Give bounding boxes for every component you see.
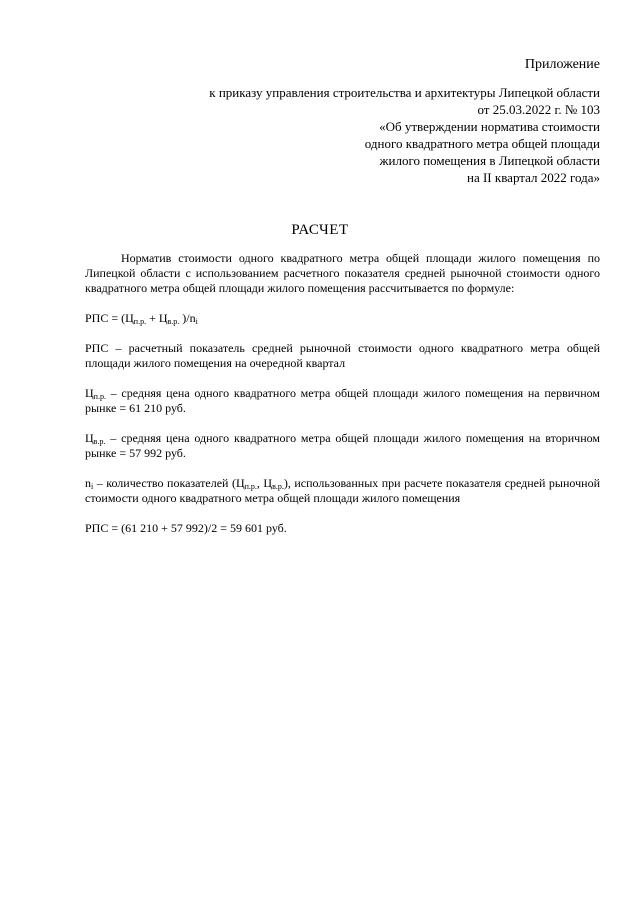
- symbol: Ц: [85, 431, 94, 445]
- definition-ni: [85, 476, 600, 506]
- symbol-subscript: п.р.: [93, 392, 106, 401]
- definition-text: ), использованных при расчете показателя средней рыночной стоимости одного квадратного метра общей площади жилого помещения: [85, 476, 600, 505]
- formula-prefix: РПС = (Ц: [85, 311, 134, 325]
- header-line: жилого помещения в Липецкой области: [379, 153, 600, 168]
- definition-secondary-market: [85, 431, 600, 461]
- definition-text: – количество показателей (Ц: [93, 476, 245, 490]
- symbol-subscript: в.р.: [272, 482, 284, 491]
- header-line: «Об утверждении норматива стоимости: [379, 119, 600, 134]
- document-title: РАСЧЕТ: [291, 222, 349, 238]
- formula-sub-primary: п.р.: [133, 317, 147, 326]
- definition-text: – средняя цена одного квадратного метра общей площади жилого помещения на первичном рынке = 61 210 руб.: [85, 386, 600, 415]
- header-line: на II квартал 2022 года»: [467, 170, 600, 185]
- symbol-subscript: в.р.: [93, 437, 106, 446]
- symbol: Ц: [85, 386, 94, 400]
- header-line: от 25.03.2022 г. № 103: [477, 102, 600, 117]
- formula-line: [85, 311, 600, 326]
- definition-text: , Ц: [256, 476, 273, 490]
- symbol-subscript: п.р.: [244, 482, 257, 491]
- symbol: n: [85, 476, 91, 490]
- formula-sub-secondary: в.р.: [167, 317, 180, 326]
- definition-rps: РПС – расчетный показатель средней рыночной стоимости одного квадратного метра общей площади жилого помещения на очередной квартал: [85, 341, 600, 370]
- attachment-header: [100, 56, 600, 186]
- formula-sub-i: i: [195, 317, 198, 326]
- header-line: к приказу управления строительства и архитектуры Липецкой области: [209, 85, 600, 100]
- attachment-title: Приложение: [524, 57, 600, 72]
- formula-suffix: )/n: [179, 311, 196, 325]
- result-line: РПС = (61 210 + 57 992)/2 = 59 601 руб.: [85, 521, 287, 535]
- header-line: одного квадратного метра общей площади: [364, 136, 600, 151]
- intro-paragraph: Норматив стоимости одного квадратного метра общей площади жилого помещения по Липецкой области с использованием расчетного показателя средней рыночной стоимости одного квадратного метра общей площади жилого помещения рассчитывается по формуле:: [85, 251, 600, 295]
- symbol-subscript: i: [91, 482, 94, 491]
- definition-text: – средняя цена одного квадратного метра общей площади жилого помещения на вторичном рынке = 57 992 руб.: [85, 431, 600, 460]
- formula-mid: + Ц: [146, 311, 168, 325]
- document-body: [85, 251, 600, 551]
- definition-primary-market: [85, 386, 600, 416]
